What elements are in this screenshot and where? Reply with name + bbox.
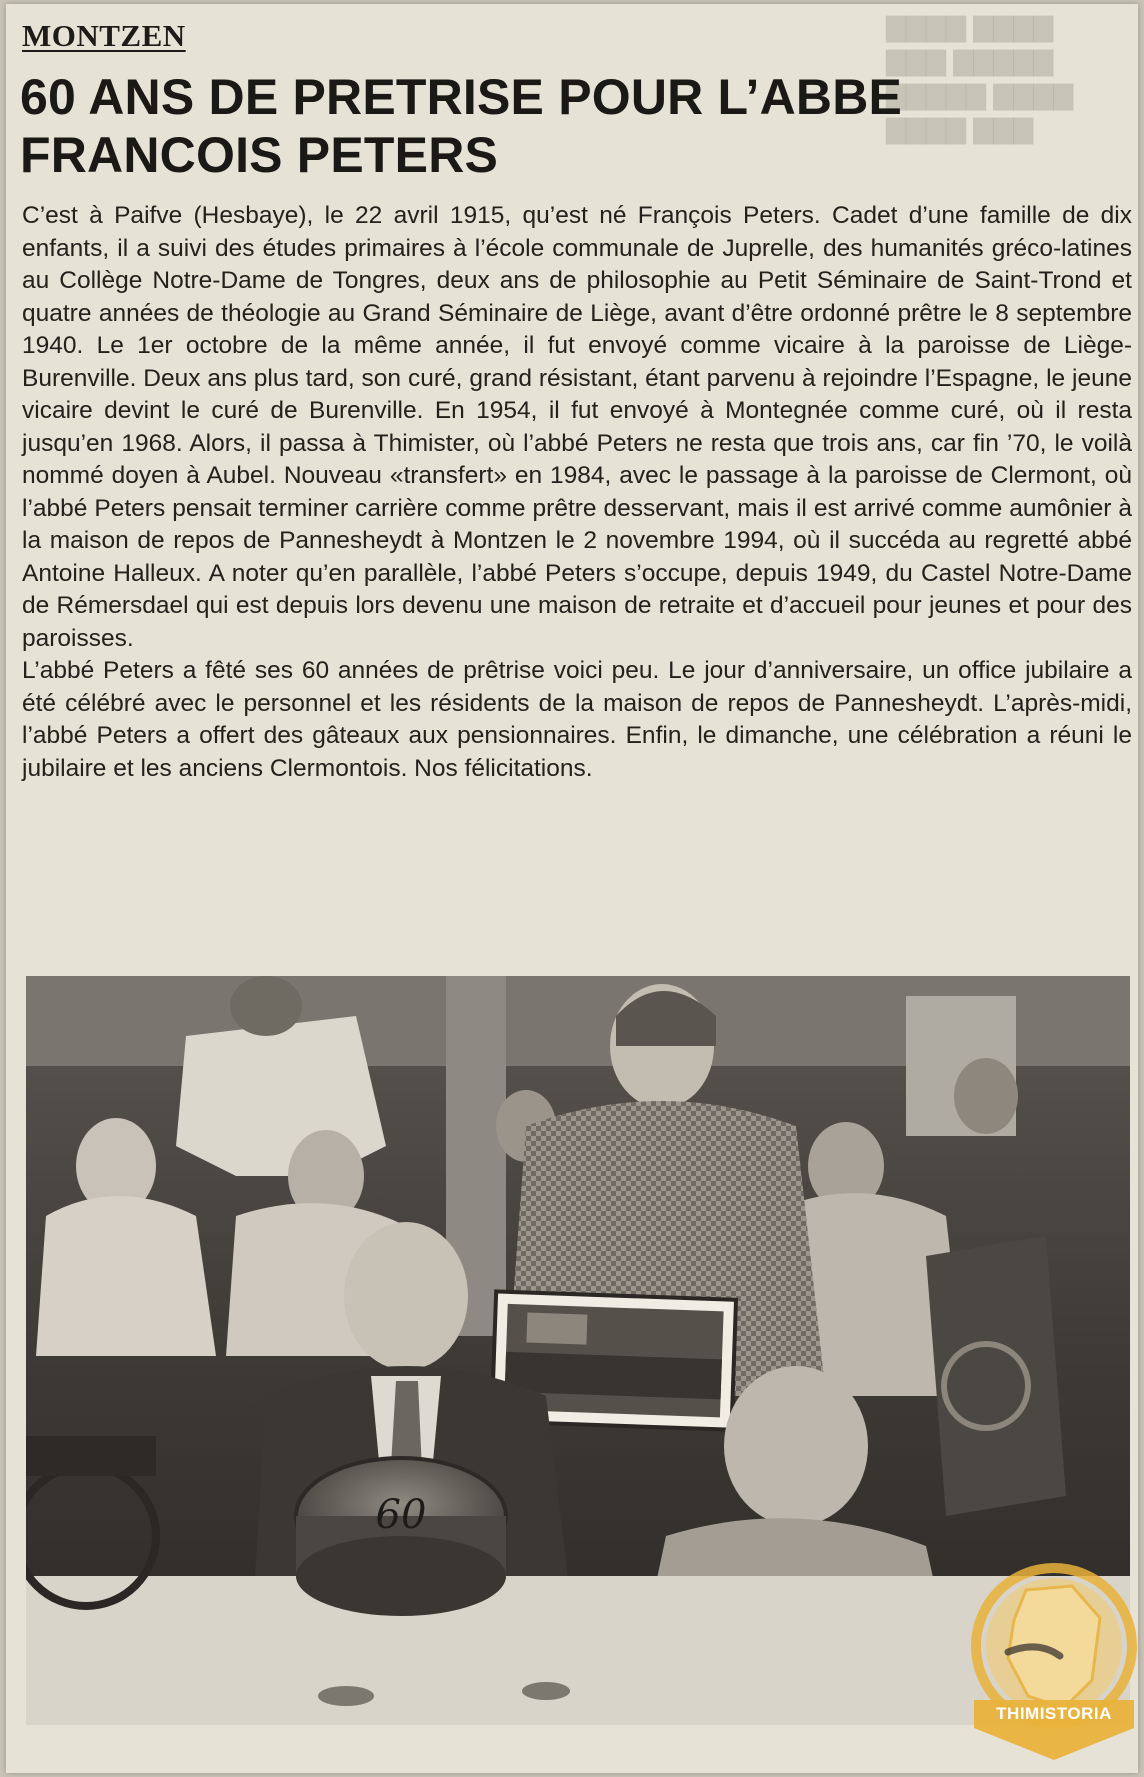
headline-line-2: FRANCOIS PETERS (20, 127, 499, 183)
thimistoria-watermark (968, 1560, 1138, 1772)
newspaper-clipping (6, 4, 1138, 1773)
article-body (22, 200, 1132, 785)
section-kicker: MONTZEN (22, 18, 186, 53)
headline-line-1: 60 ANS DE PRETRISE POUR L’ABBE (20, 69, 903, 125)
cake-number: 60 (375, 1492, 427, 1538)
article-photo (26, 976, 1130, 1725)
article-paragraph-1: C’est à Paifve (Hesbaye), le 22 avril 1915, qu’est né François Peters. Cadet d’une famille de dix enfants, il a suivi des études primaires à l’école communale de Juprelle, des humanités gréco-latines au Collège Notre-Dame de Tongres, deux ans de philosophie au Petit Séminaire de Saint-Trond et quatre années de théologie au Grand Séminaire de Liège, avant d’être ordonné prêtre le 8 septembre 1940. Le 1er octobre de la même année, il fut envoyé comme vicaire à la paroisse de Liège-Burenville. Deux ans plus tard, son curé, grand résistant, étant parvenu à rejoindre l’Espagne, le jeune vicaire devint le curé de Burenville. En 1954, il fut envoyé à Montegnée comme curé, où il resta jusqu’en 1968. Alors, il passa à Thimister, où l’abbé Peters ne resta que trois ans, car fin ’70, le voilà nommé doyen à Aubel. Nouveau «transfert» en 1984, avec le passage à la paroisse de Clermont, où l’abbé Peters pensait terminer carrière comme prêtre desservant, mais il est arrivé comme aumônier à la maison de repos de Pannesheydt à Montzen le 2 novembre 1994, où il succéda au regretté abbé Antoine Halleux. A noter qu’en parallèle, l’abbé Peters s’occupe, depuis 1949, du Castel Notre-Dame de Rémersdael qui est depuis lors devenu une maison de retraite et d’accueil pour jeunes et pour des paroisses. (22, 202, 1132, 652)
thimistoria-logo-icon (968, 1560, 1138, 1772)
article-paragraph-2: L’abbé Peters a fêté ses 60 années de prêtrise voici peu. Le jour d’anniversaire, un office jubilaire a été célébré avec le personnel et les résidents de la maison de repos de Pannesheydt. L’après-midi, l’abbé Peters a offert des gâteaux aux pensionnaires. Enfin, le dimanche, une célébration a réuni le jubilaire et les anciens Clermontois. Nos félicitations. (22, 657, 1132, 782)
watermark-label: THIMISTORIA (996, 1704, 1112, 1723)
article-headline (20, 68, 1110, 184)
bleed-through-texture: ▇▇▇▇ ▇▇▇▇ ▇▇▇▇▇ ▇▇▇ ▇▇▇▇ ▇▇▇▇▇ ▇▇▇ ▇▇▇▇ (886, 12, 1074, 144)
